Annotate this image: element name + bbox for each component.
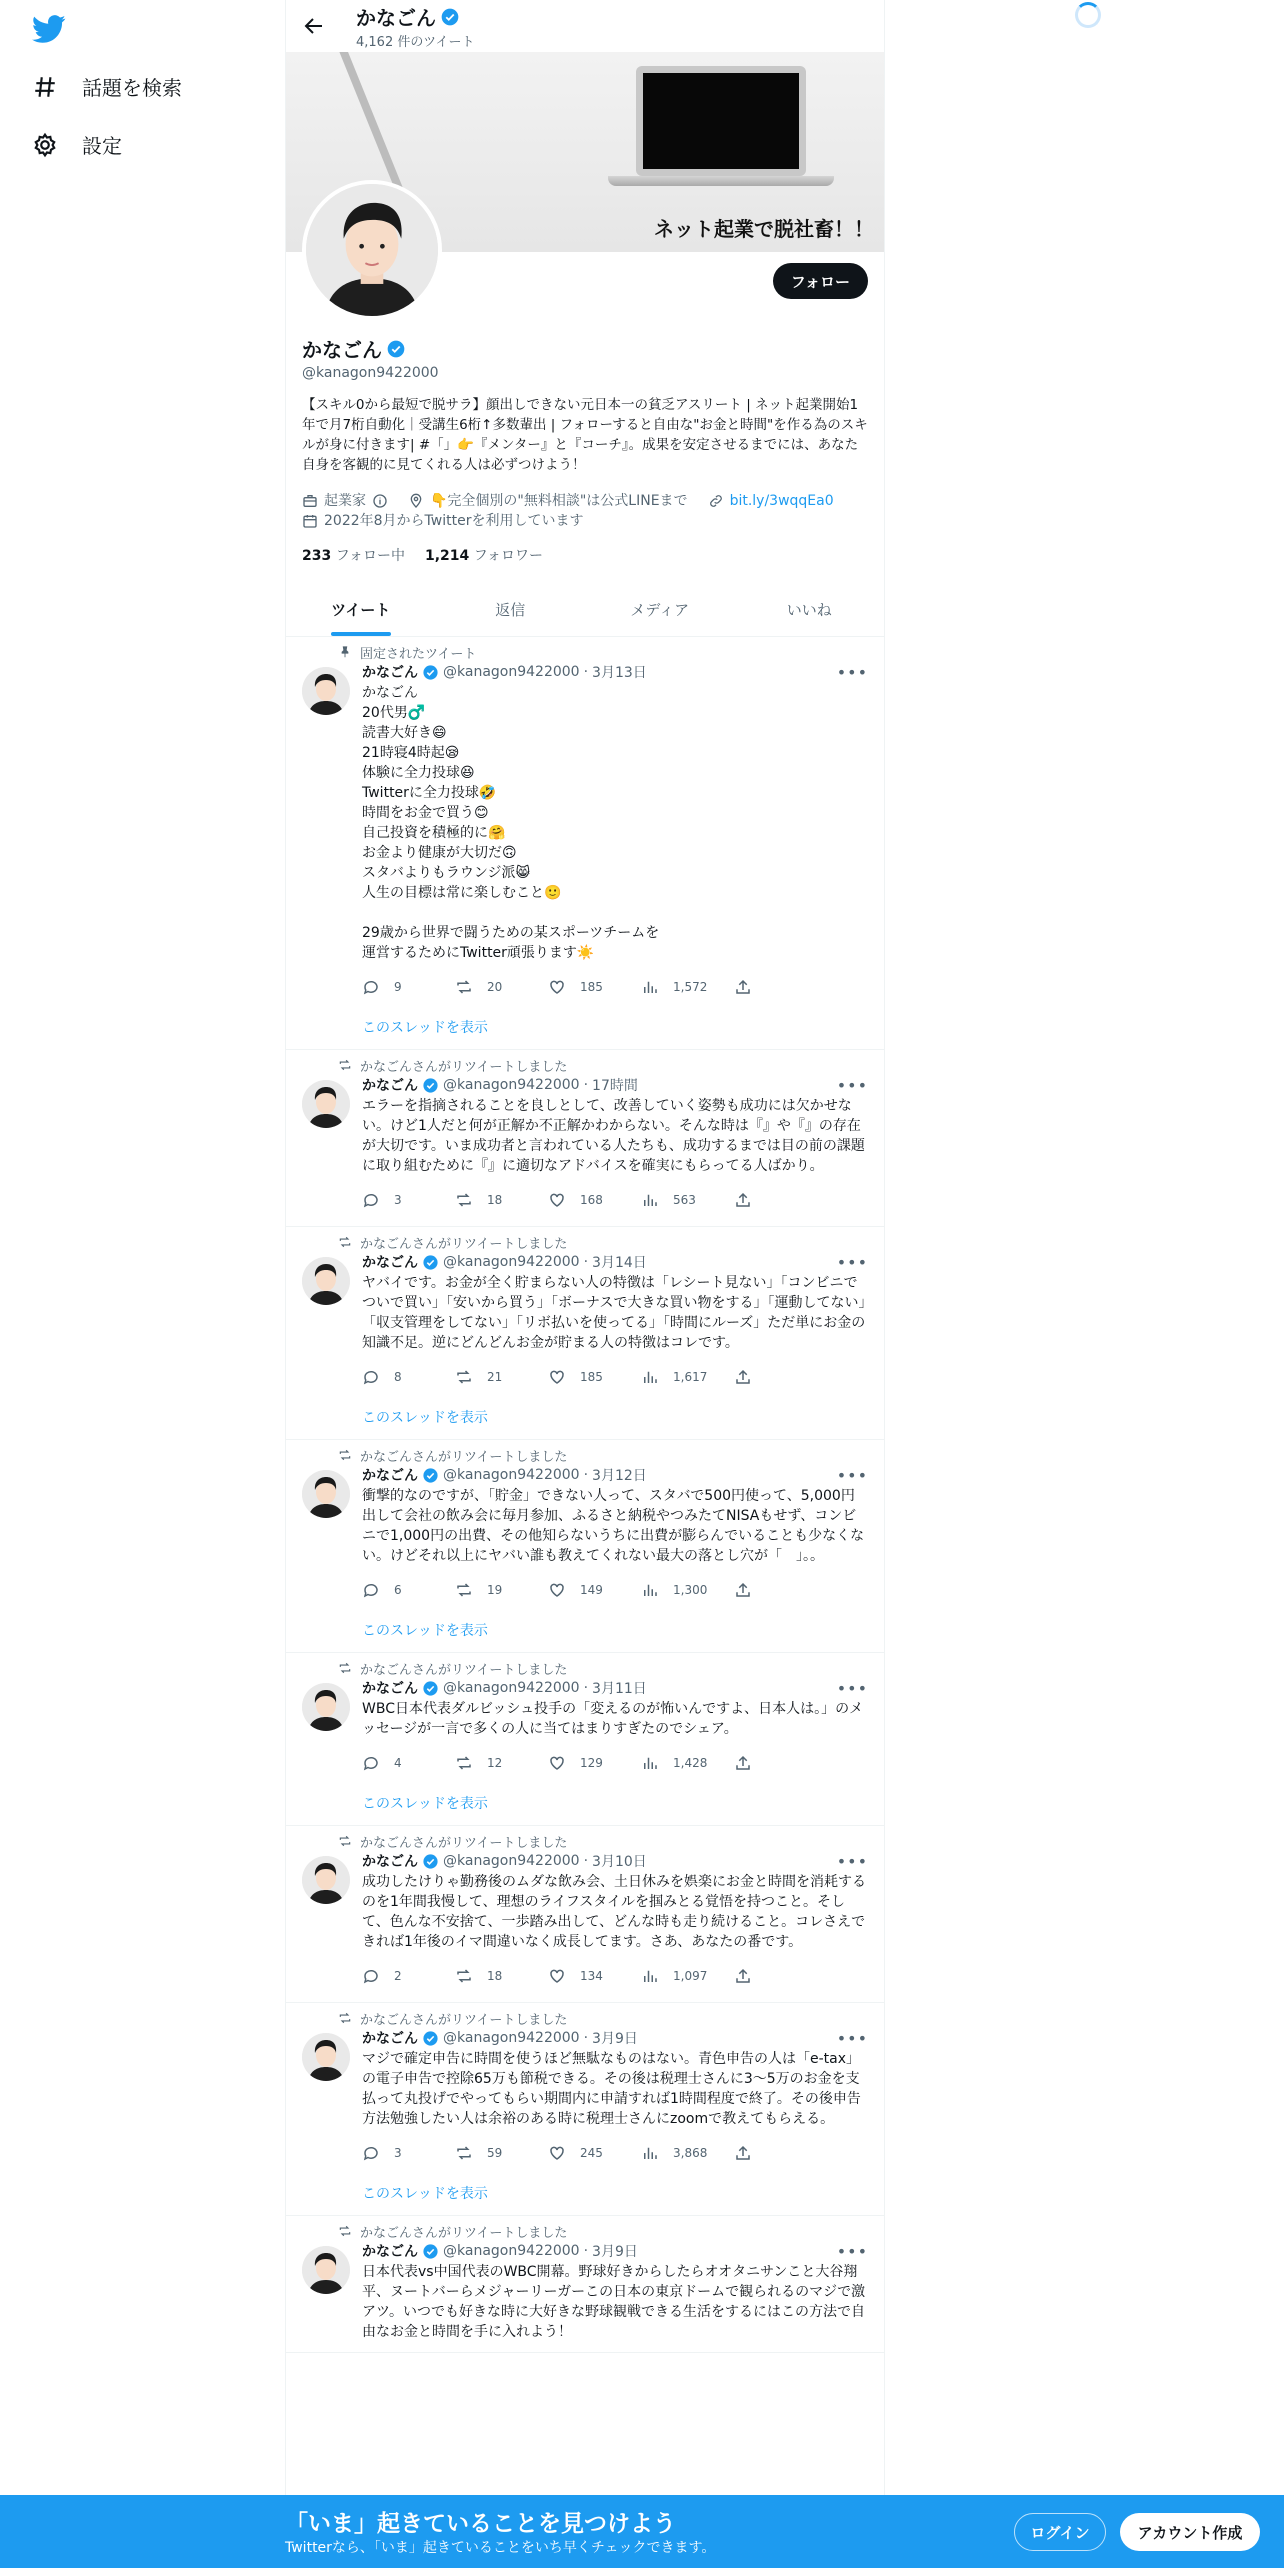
profile-name: かなごん: [302, 338, 382, 362]
reply-button[interactable]: [362, 2144, 455, 2162]
reply-button[interactable]: [362, 1368, 455, 1386]
separator-dot: ·: [583, 1467, 589, 1483]
avatar-illustration: [302, 2246, 350, 2294]
tweet-author-handle[interactable]: @kanagon9422000: [443, 2030, 580, 2046]
view-count: 3,868: [673, 2146, 708, 2160]
tab-replies[interactable]: 返信: [495, 601, 526, 619]
following-count: 233: [302, 548, 332, 564]
retweet-button[interactable]: [455, 1581, 548, 1599]
heart-icon: [548, 978, 566, 996]
view-count: 563: [673, 1193, 696, 1207]
share-icon: [734, 1581, 752, 1599]
views-chart-icon: [641, 1754, 659, 1772]
views-button[interactable]: [641, 978, 734, 996]
tweet-social-context: [338, 1659, 868, 1677]
tweet-text: 成功したけりゃ勤務後のムダな飲み会、土日休みを娯楽にお金と時間を消耗するのを1年間我慢して、理想のライフスタイルを掴みとる覚悟を持つこと。そして、色んな不安捨て、一歩踏み出して、どんな時も走り続けること。コレさえできれば1年後のイマ間違いなく成長してます。さあ、あなたの番です。: [362, 1874, 866, 1950]
tweet[interactable]: [286, 1826, 884, 2003]
tweet-author-handle[interactable]: @kanagon9422000: [443, 1254, 580, 1270]
tweet-text: 日本代表vs中国代表のWBC開幕。野球好きからしたらオオタニサンこと大谷翔平、ヌートバーらメジャーリーガーこの日本の東京ドームで観られるのマジで激アツ。いつでも好きな時に大好きな野球観戦できる生活をするにはこの方法で自由なお金と時間を手に入れよう！: [362, 2264, 866, 2340]
tweet-date[interactable]: 17時間: [592, 1078, 638, 1094]
show-thread-link[interactable]: このスレッドを表示: [362, 1623, 488, 1639]
hashtag-icon: [32, 74, 58, 100]
separator-dot: ·: [583, 1254, 589, 1270]
tweet-author-name[interactable]: かなごん: [362, 1078, 418, 1094]
separator-dot: ·: [583, 1680, 589, 1696]
like-count: 134: [580, 1969, 603, 1983]
verified-badge-icon: [422, 1467, 439, 1484]
retweet-icon: [338, 2224, 352, 2238]
reply-button[interactable]: [362, 1581, 455, 1599]
avatar-illustration: [302, 667, 350, 715]
social-context-label: かなごんさんがリツイートしました: [360, 1059, 568, 1075]
follow-stats: [302, 545, 868, 565]
share-icon: [734, 1967, 752, 1985]
tweet[interactable]: [286, 2216, 884, 2353]
reply-count: 6: [394, 1583, 402, 1597]
share-icon: [734, 1754, 752, 1772]
share-button[interactable]: [734, 1368, 827, 1386]
retweet-count: 18: [487, 1193, 503, 1207]
nav-explore[interactable]: [32, 72, 182, 101]
twitter-logo-icon[interactable]: [32, 12, 66, 46]
tweet-text: 衝撃的なのですが、「貯金」できない人って、スタバで500円使って、5,000円出して会社の飲み会に毎月参加、ふるさと納税やつみたてNISAもせず、コンビニで1,000円の出費、その他知らないうちに出費が膨らんでいることも少なくない。けどそれ以上にヤバい誰も教えてくれない最大の落とし穴が「 」。。: [362, 1488, 865, 1564]
tweet-actions: [362, 1361, 868, 1393]
verified-badge-icon: [422, 1853, 439, 1870]
tweet-author-name[interactable]: かなごん: [362, 1468, 418, 1484]
signup-banner-title: 「いま」起きていることを見つけよう: [285, 2511, 676, 2537]
tweet-avatar[interactable]: [302, 2246, 350, 2294]
briefcase-icon: [302, 493, 318, 509]
tweet-header: [362, 2240, 868, 2262]
profile-bio: 【スキル0から最短で脱サラ】顔出しできない元日本一の貧乏アスリート | ネット起業開始1年で月7桁自動化｜受講生6桁↑多数輩出 | フォローすると自由な"お金と時間"を作る為のスキルが身に付きます| #「」👉『メンター』と『コーチ』。成果を安定させるまでには、あなた自身を客観的に見てくれる人は必ずつけよう！: [302, 397, 868, 473]
tweet-header: [362, 1850, 868, 1872]
tweet-text: ヤバイです。お金が全く貯まらない人の特徴は「レシート見ない」「コンビニでついで買い」「安いから買う」「ボーナスで大きな買い物をする」「運動してない」「収支管理をしてない」「リボ払いを使ってる」「時間にルーズ」ただ単にお金の知識不足。逆にどんどんお金が貯まる人の特徴はコレです。: [362, 1275, 866, 1351]
tweet-avatar[interactable]: [302, 1080, 350, 1128]
more-options-icon[interactable]: •••: [836, 1075, 868, 1095]
tweet-author-name[interactable]: かなごん: [362, 1681, 418, 1697]
more-options-icon[interactable]: •••: [836, 2028, 868, 2048]
pin-icon: [338, 645, 352, 659]
verified-badge-icon: [422, 664, 439, 681]
social-context-label: かなごんさんがリツイートしました: [360, 1835, 568, 1851]
reply-count: 3: [394, 1193, 402, 1207]
like-count: 149: [580, 1583, 603, 1597]
nav-settings-label: 設定: [82, 134, 122, 158]
retweet-icon: [338, 1235, 352, 1249]
profile-link[interactable]: bit.ly/3wqqEa0: [729, 493, 834, 509]
tweet-author-handle[interactable]: @kanagon9422000: [443, 1853, 580, 1869]
location-pin-icon: [408, 493, 424, 509]
view-count: 1,572: [673, 980, 708, 994]
social-context-label: かなごんさんがリツイートしました: [360, 2225, 568, 2241]
nav-settings[interactable]: [32, 130, 122, 159]
like-count: 129: [580, 1756, 603, 1770]
like-button[interactable]: [548, 2144, 641, 2162]
tweet-social-context: [338, 2009, 868, 2027]
tweet-avatar[interactable]: [302, 1470, 350, 1518]
profile-header-bar: [286, 0, 884, 52]
header-name-row: [356, 2, 474, 31]
retweet-button[interactable]: [455, 978, 548, 996]
show-thread-link[interactable]: このスレッドを表示: [362, 1020, 488, 1036]
views-button[interactable]: [641, 1754, 734, 1772]
like-button[interactable]: [548, 1581, 641, 1599]
avatar-illustration: [302, 1683, 350, 1731]
tweet-avatar[interactable]: [302, 1257, 350, 1305]
like-button[interactable]: [548, 1368, 641, 1386]
tweet[interactable]: [286, 637, 884, 1050]
reply-icon: [362, 1191, 380, 1209]
following-label: フォロー中: [335, 548, 405, 564]
banner-text: ネット起業で脱社畜！！: [654, 217, 874, 241]
retweet-icon: [338, 2011, 352, 2025]
tweet-header: [362, 1677, 868, 1699]
like-count: 168: [580, 1193, 603, 1207]
retweet-button[interactable]: [455, 2144, 548, 2162]
tweet-date[interactable]: 3月14日: [592, 1255, 647, 1271]
more-options-icon[interactable]: •••: [836, 2241, 868, 2261]
retweet-icon: [338, 1058, 352, 1072]
reply-button[interactable]: [362, 978, 455, 996]
tweet-author-handle[interactable]: @kanagon9422000: [443, 1467, 580, 1483]
like-button[interactable]: [548, 1754, 641, 1772]
separator-dot: ·: [583, 1077, 589, 1093]
views-button[interactable]: [641, 1581, 734, 1599]
tweet[interactable]: [286, 1227, 884, 1440]
avatar-illustration: [306, 184, 438, 316]
tweet-actions: [362, 2137, 868, 2169]
retweet-button[interactable]: [455, 1191, 548, 1209]
tweet-author-name[interactable]: かなごん: [362, 2031, 418, 2047]
retweet-button[interactable]: [455, 1754, 548, 1772]
header-name: かなごん: [356, 6, 436, 30]
signup-button[interactable]: アカウント作成: [1120, 2513, 1260, 2551]
social-context-label: かなごんさんがリツイートしました: [360, 1236, 568, 1252]
verified-badge-icon: [422, 2243, 439, 2260]
social-context-label: 固定されたツイート: [360, 646, 477, 662]
share-button[interactable]: [734, 1754, 827, 1772]
separator-dot: ·: [583, 1853, 589, 1869]
more-options-icon[interactable]: •••: [836, 1465, 868, 1485]
verified-badge-icon: [422, 1254, 439, 1271]
heart-icon: [548, 1191, 566, 1209]
share-icon: [734, 2144, 752, 2162]
tweet-date[interactable]: 3月10日: [592, 1854, 647, 1870]
share-button[interactable]: [734, 1191, 827, 1209]
retweet-icon: [455, 1191, 473, 1209]
tweet-author-handle[interactable]: @kanagon9422000: [443, 2243, 580, 2259]
tweet-date[interactable]: 3月12日: [592, 1468, 647, 1484]
share-button[interactable]: [734, 2144, 827, 2162]
tweet-author-name[interactable]: かなごん: [362, 665, 418, 681]
followers-stat[interactable]: [425, 545, 543, 565]
tweet-author-handle[interactable]: @kanagon9422000: [443, 1077, 580, 1093]
show-thread-link[interactable]: このスレッドを表示: [362, 1796, 488, 1812]
views-chart-icon: [641, 1191, 659, 1209]
retweet-icon: [455, 2144, 473, 2162]
avatar-illustration: [302, 1080, 350, 1128]
followers-count: 1,214: [425, 548, 470, 564]
retweet-count: 18: [487, 1969, 503, 1983]
share-button[interactable]: [734, 1581, 827, 1599]
views-chart-icon: [641, 1967, 659, 1985]
reply-icon: [362, 2144, 380, 2162]
reply-button[interactable]: [362, 1754, 455, 1772]
info-icon: [372, 493, 388, 509]
tweet-date[interactable]: 3月11日: [592, 1681, 647, 1697]
tweet-social-context: [338, 1832, 868, 1850]
social-context-label: かなごんさんがリツイートしました: [360, 1662, 568, 1678]
tweet-author-name[interactable]: かなごん: [362, 1854, 418, 1870]
tab-likes[interactable]: いいね: [786, 601, 832, 619]
share-icon: [734, 1191, 752, 1209]
profile-location: 👇完全個別の"無料相談"は公式LINEまで: [430, 493, 688, 509]
heart-icon: [548, 1754, 566, 1772]
tweet-text: WBC日本代表ダルビッシュ投手の「変えるのが怖いんですよ、日本人は。」のメッセージが一言で多くの人に当てはまりすぎたのでシェア。: [362, 1701, 864, 1737]
verified-badge-icon: [440, 7, 460, 27]
retweet-count: 21: [487, 1370, 503, 1384]
more-options-icon[interactable]: •••: [836, 1252, 868, 1272]
tweet-social-context: [338, 1233, 868, 1251]
reply-count: 2: [394, 1969, 402, 1983]
retweet-button[interactable]: [455, 1967, 548, 1985]
like-count: 185: [580, 980, 603, 994]
tab-media[interactable]: メディア: [630, 601, 690, 619]
reply-icon: [362, 1368, 380, 1386]
tweet-actions: [362, 1747, 868, 1779]
signup-banner-subtitle: Twitterなら、「いま」起きていることをいち早くチェックできます。: [285, 2540, 716, 2556]
retweet-icon: [455, 1368, 473, 1386]
profile-column: [285, 0, 885, 2568]
tweet-author-name[interactable]: かなごん: [362, 1255, 418, 1271]
tweet-date[interactable]: 3月13日: [592, 665, 647, 681]
views-button[interactable]: [641, 1967, 734, 1985]
heart-icon: [548, 1967, 566, 1985]
back-arrow-icon[interactable]: [302, 14, 326, 38]
tweet-header: [362, 661, 868, 683]
profile-tabs: [286, 585, 884, 637]
header-tweet-count: 4,162 件のツイート: [356, 35, 475, 50]
tweet-actions: [362, 1574, 868, 1606]
avatar-illustration: [302, 1856, 350, 1904]
tweet-header: [362, 2027, 868, 2049]
tweet[interactable]: [286, 1050, 884, 1227]
views-chart-icon: [641, 1368, 659, 1386]
view-count: 1,300: [673, 1583, 708, 1597]
retweet-icon: [455, 1754, 473, 1772]
tweet-actions: [362, 1184, 868, 1216]
heart-icon: [548, 1581, 566, 1599]
retweet-icon: [455, 1967, 473, 1985]
laptop-base: [608, 176, 834, 186]
profile-avatar[interactable]: [302, 180, 442, 320]
signup-banner: [0, 2495, 1284, 2568]
tweet-avatar[interactable]: [302, 667, 350, 715]
like-button[interactable]: [548, 1191, 641, 1209]
more-options-icon[interactable]: •••: [836, 1851, 868, 1871]
retweet-count: 59: [487, 2146, 503, 2160]
like-button[interactable]: [548, 1967, 641, 1985]
reply-icon: [362, 978, 380, 996]
share-icon: [734, 1368, 752, 1386]
separator-dot: ·: [583, 664, 589, 680]
avatar-illustration: [302, 1257, 350, 1305]
views-button[interactable]: [641, 1368, 734, 1386]
reply-count: 9: [394, 980, 402, 994]
profile-meta: [302, 491, 868, 531]
share-button[interactable]: [734, 1967, 827, 1985]
reply-count: 3: [394, 2146, 402, 2160]
tweet-date[interactable]: 3月9日: [592, 2244, 638, 2260]
retweet-button[interactable]: [455, 1368, 548, 1386]
heart-icon: [548, 2144, 566, 2162]
tweet-header: [362, 1464, 868, 1486]
tweet-social-context: [338, 1446, 868, 1464]
verified-badge-icon: [422, 2030, 439, 2047]
view-count: 1,097: [673, 1969, 708, 1983]
tweet-actions: [362, 1960, 868, 1992]
tweet[interactable]: [286, 1653, 884, 1826]
separator-dot: ·: [583, 2030, 589, 2046]
link-icon: [708, 493, 724, 509]
login-button[interactable]: ログイン: [1014, 2513, 1106, 2551]
tweet-author-name[interactable]: かなごん: [362, 2244, 418, 2260]
views-chart-icon: [641, 978, 659, 996]
verified-badge-icon: [422, 1680, 439, 1697]
reply-button[interactable]: [362, 1191, 455, 1209]
profile-name-row: [302, 334, 868, 363]
retweet-icon: [455, 978, 473, 996]
tweet-social-context: [338, 643, 868, 661]
heart-icon: [548, 1368, 566, 1386]
profile-handle: @kanagon9422000: [302, 365, 439, 381]
reply-icon: [362, 1581, 380, 1599]
retweet-count: 19: [487, 1583, 503, 1597]
reply-button[interactable]: [362, 1967, 455, 1985]
tweet-avatar[interactable]: [302, 1683, 350, 1731]
view-count: 1,617: [673, 1370, 708, 1384]
views-chart-icon: [641, 2144, 659, 2162]
calendar-icon: [302, 513, 318, 529]
separator-dot: ·: [583, 2243, 589, 2259]
views-chart-icon: [641, 1581, 659, 1599]
share-icon: [734, 978, 752, 996]
view-count: 1,428: [673, 1756, 708, 1770]
tweet-date[interactable]: 3月9日: [592, 2031, 638, 2047]
follow-button[interactable]: フォロー: [773, 263, 868, 299]
timeline: [286, 637, 884, 2353]
followers-label: フォロワー: [473, 548, 544, 564]
tweet-author-handle[interactable]: @kanagon9422000: [443, 1680, 580, 1696]
laptop-illustration: [636, 66, 806, 176]
retweet-icon: [338, 1448, 352, 1462]
tweet-header: [362, 1251, 868, 1273]
social-context-label: かなごんさんがリツイートしました: [360, 1449, 568, 1465]
tweet-actions: [362, 971, 868, 1003]
loading-spinner-icon: [1075, 2, 1101, 28]
profile-joined: 2022年8月からTwitterを利用しています: [324, 513, 584, 529]
reply-count: 8: [394, 1370, 402, 1384]
tweet-header: [362, 1074, 868, 1096]
tweet-text: エラーを指摘されることを良しとして、改善していく姿勢も成功には欠かせない。けど1人だと何が正解か不正解かわからない。そんな時は『』や『』の存在が大切です。いま成功者と言われている人たちも、成功するまでは目の前の課題に取り組むために『』に適切なアドバイスを確実にもらってる人ばかり。: [362, 1098, 865, 1174]
show-thread-link[interactable]: このスレッドを表示: [362, 2186, 488, 2202]
retweet-count: 12: [487, 1756, 503, 1770]
tweet[interactable]: [286, 1440, 884, 1653]
views-button[interactable]: [641, 2144, 734, 2162]
retweet-icon: [455, 1581, 473, 1599]
tweet-social-context: [338, 1056, 868, 1074]
more-options-icon[interactable]: •••: [836, 1678, 868, 1698]
like-count: 185: [580, 1370, 603, 1384]
tweet-text: かなごん 20代男♂️ 読書大好き😄 21時寝4時起😪 体験に全力投球😆 Twitterに全力投球🤣 時間をお金で買う😊 自己投資を積極的に🤗 お金より健康が大切だ🙃 スタバよりもラウンジ派😸 人生の目標は常に楽しむこと🙂 29歳から世界で闘うための某スポーツチームを 運営するためにTwitter頑張ります☀️: [362, 685, 660, 961]
retweet-count: 20: [487, 980, 503, 994]
reply-count: 4: [394, 1756, 402, 1770]
tweet-social-context: [338, 2222, 868, 2240]
reply-icon: [362, 1967, 380, 1985]
retweet-icon: [338, 1834, 352, 1848]
tweet-text: マジで確定申告に時間を使うほど無駄なものはない。青色申告の人は「e-tax」の電子申告で控除65万も節税できる。その後は税理士さんに3〜5万のお金を支払って丸投げでやってもらい期間内に申請すれば1時間程度で終了。その後申告方法勉強したい人は余裕のある時に税理士さんにzoomで教えてもらえる。: [362, 2051, 861, 2127]
tweet-avatar[interactable]: [302, 1856, 350, 1904]
retweet-icon: [338, 1661, 352, 1675]
like-button[interactable]: [548, 978, 641, 996]
tweet-avatar[interactable]: [302, 2033, 350, 2081]
tweet-author-handle[interactable]: @kanagon9422000: [443, 664, 580, 680]
following-stat[interactable]: [302, 545, 405, 565]
verified-badge-icon: [386, 339, 406, 359]
avatar-illustration: [302, 1470, 350, 1518]
verified-badge-icon: [422, 1077, 439, 1094]
lamp-illustration: [339, 52, 423, 199]
more-options-icon[interactable]: •••: [836, 662, 868, 682]
nav-explore-label: 話題を検索: [82, 76, 182, 100]
like-count: 245: [580, 2146, 603, 2160]
views-button[interactable]: [641, 1191, 734, 1209]
tweet[interactable]: [286, 2003, 884, 2216]
profile-category: 起業家: [324, 493, 366, 509]
reply-icon: [362, 1754, 380, 1772]
tab-tweets[interactable]: ツイート: [286, 585, 436, 636]
gear-icon: [32, 132, 58, 158]
show-thread-link[interactable]: このスレッドを表示: [362, 1410, 488, 1426]
share-button[interactable]: [734, 978, 827, 996]
avatar-illustration: [302, 2033, 350, 2081]
social-context-label: かなごんさんがリツイートしました: [360, 2012, 568, 2028]
